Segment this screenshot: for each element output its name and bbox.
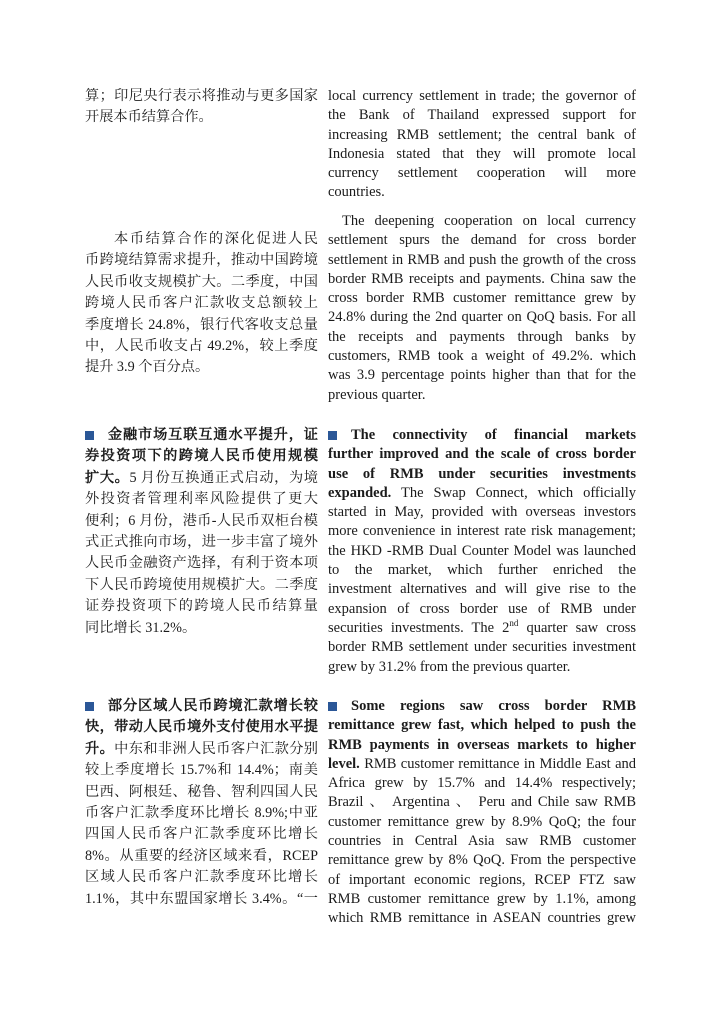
text-line: Indonesia stated that they will promote local: [328, 145, 636, 162]
text-line: 四国人民币客户汇款季度环比增长: [85, 826, 318, 843]
text-line: more convenience in interest rate risk management;: [328, 523, 636, 540]
text-line: the receipts and payments through banks by: [328, 328, 636, 345]
square-bullet-icon: [85, 702, 94, 711]
text-line: 8%。从重要的经济区域来看，RCEP: [85, 847, 318, 864]
text-line: [328, 755, 636, 774]
text-line: 本币结算合作的深化促进人民: [114, 231, 318, 247]
text-line: customer remittance grew by 8.9% QoQ; the four: [328, 813, 636, 830]
text-line: 24.8% during the 2nd quarter on QoQ basis. For all: [328, 309, 636, 326]
text-line: RMB payments in overseas markets to higher: [328, 736, 636, 753]
text-line: [328, 619, 636, 638]
text-line: 人民币金融资产选择，有利于资本项: [85, 555, 318, 572]
text-line: customers, RMB took a weight of 49.2%. which: [328, 348, 636, 365]
text-line: Africa grew by 15.7% and 14.4% respectively;: [328, 775, 636, 792]
zh-paragraph-regional-remittance: [85, 696, 318, 910]
text-line: 快，带动人民币境外支付使用水平提: [85, 719, 318, 736]
text-line: 区域人民币客户汇款季度环比增长: [85, 869, 318, 886]
text-line: countries.: [328, 184, 385, 201]
text-line: [85, 468, 318, 489]
text-line: further improved and the scale of cross border: [328, 446, 636, 463]
body-text: 中东和非洲人民币客户汇款分别: [114, 740, 318, 757]
text-line: 1.1%，其中东盟国家增长 3.4%。“一: [85, 890, 318, 907]
body-text: RMB customer remittance in Middle East and: [364, 755, 637, 772]
square-bullet-icon: [328, 702, 337, 711]
text-line: 证券投资项下的跨境人民币结算量: [85, 598, 318, 615]
text-line: border RMB settlement under securities investment: [328, 639, 636, 656]
text-line: [328, 484, 636, 503]
text-line: settlement in RMB and push the growth of the cross: [328, 251, 636, 268]
heading-text: 扩大。: [85, 469, 130, 486]
ordinal-suffix: nd: [509, 618, 519, 629]
zh-paragraph-indonesia: [85, 86, 318, 129]
text-line: previous quarter.: [328, 386, 426, 403]
text-line: [85, 739, 318, 760]
text-line: which RMB remittance in ASEAN countries grew: [328, 910, 636, 927]
text-line: 较上季度增长 15.7%和 14.4%；南美: [85, 762, 318, 779]
text-line: 跨境人民币客户汇款收支总额较上: [85, 295, 318, 312]
text-line: 人民币收支规模扩大。二季度，中国: [85, 273, 318, 290]
text-line: 币跨境结算需求提升，推动中国跨境: [85, 252, 318, 269]
text-line: expansion of cross border use of RMB under: [328, 600, 636, 617]
text-line: 币客户汇款季度环比增长 8.9%;中亚: [85, 804, 318, 821]
text-line: 式正式推向市场，进一步丰富了境外: [85, 533, 318, 550]
text-line: 中，人民币收支占 49.2%，较上季度: [85, 337, 318, 354]
zh-paragraph-financial-markets: [85, 425, 318, 639]
text-line: Brazil 、 Argentina 、 Peru and Chile saw RMB: [328, 794, 636, 811]
heading-text: 部分区域人民币跨境汇款增长较: [107, 698, 318, 714]
text-line: 算；印尼央行表示将推动与更多国家: [85, 88, 318, 104]
text-line: remittance grew by 8% QoQ. From the perspective: [328, 852, 636, 869]
en-paragraph-indonesia: [328, 87, 636, 203]
square-bullet-icon: [328, 431, 337, 440]
body-text: securities investments. The 2: [328, 619, 510, 636]
text-line: 巴西、阿根廷、秘鲁、智利四国人民: [85, 783, 318, 800]
en-paragraph-financial-markets: [328, 426, 636, 677]
text-line: [328, 426, 636, 445]
text-line: [85, 696, 318, 717]
text-line: 开展本币结算合作。: [85, 109, 213, 126]
text-line: 外投资者管理利率风险提供了更大: [85, 491, 318, 508]
body-text: 5 月份互换通正式启动，为境: [129, 469, 318, 486]
body-text: The Swap Connect, which officially: [401, 484, 636, 501]
heading-text: 金融市场互联互通水平提升，证: [107, 427, 318, 443]
text-line: cross border RMB customer remittance grew by: [328, 290, 636, 307]
text-line: increasing RMB settlement; the central bank of: [328, 126, 636, 143]
heading-text: Some regions saw cross border RMB: [351, 698, 636, 714]
heading-text: The connectivity of financial markets: [351, 427, 636, 443]
en-paragraph-regional-remittance: [328, 697, 636, 929]
text-line: 下人民币跨境使用规模扩大。二季度: [85, 576, 318, 593]
text-line: [85, 425, 318, 446]
text-line: 券投资项下的跨境人民币使用规模: [85, 448, 318, 465]
heading-text: 升。: [85, 740, 115, 757]
text-line: to the market, which further enriched the: [328, 562, 636, 579]
text-line: of important economic regions, RCEP FTZ saw: [328, 871, 636, 888]
text-line: The deepening cooperation on local currency: [342, 213, 636, 229]
heading-text: level.: [328, 755, 360, 772]
en-paragraph-local-currency: [328, 212, 636, 405]
text-line: the HKD -RMB Dual Counter Model was launched: [328, 542, 636, 559]
text-line: investment alternatives and will give rise to the: [328, 581, 636, 598]
text-line: use of RMB under securities investments: [328, 465, 636, 482]
text-line: grew by 31.2% from the previous quarter.: [328, 658, 571, 675]
text-line: 提升 3.9 个百分点。: [85, 359, 210, 376]
text-line: [328, 697, 636, 716]
text-line: the Bank of Thailand expressed support for: [328, 107, 636, 124]
heading-text: expanded.: [328, 484, 392, 501]
text-line: was 3.9 percentage points higher than that for the: [328, 367, 636, 384]
text-line: 同比增长 31.2%。: [85, 619, 197, 636]
zh-paragraph-local-currency: [85, 229, 318, 379]
text-line: remittance grew fast, which helped to push the: [328, 717, 636, 734]
text-line: 便利；6 月份，港币-人民币双柜台模: [85, 512, 318, 529]
text-line: local currency settlement in trade; the governor of: [328, 88, 636, 104]
text-line: started in May, provided with overseas investors: [328, 504, 636, 521]
body-text: quarter saw cross: [526, 619, 636, 636]
text-line: RMB customer remittance grew by 1.1%, among: [328, 890, 636, 907]
text-line: border RMB receipts and payments. China saw the: [328, 270, 636, 287]
text-line: 季度增长 24.8%，银行代客收支总量: [85, 316, 318, 333]
text-line: currency settlement cooperation will more: [328, 165, 636, 182]
text-line: countries in Central Asia saw RMB customer: [328, 833, 636, 850]
text-line: settlement spurs the demand for cross border: [328, 232, 636, 249]
square-bullet-icon: [85, 431, 94, 440]
